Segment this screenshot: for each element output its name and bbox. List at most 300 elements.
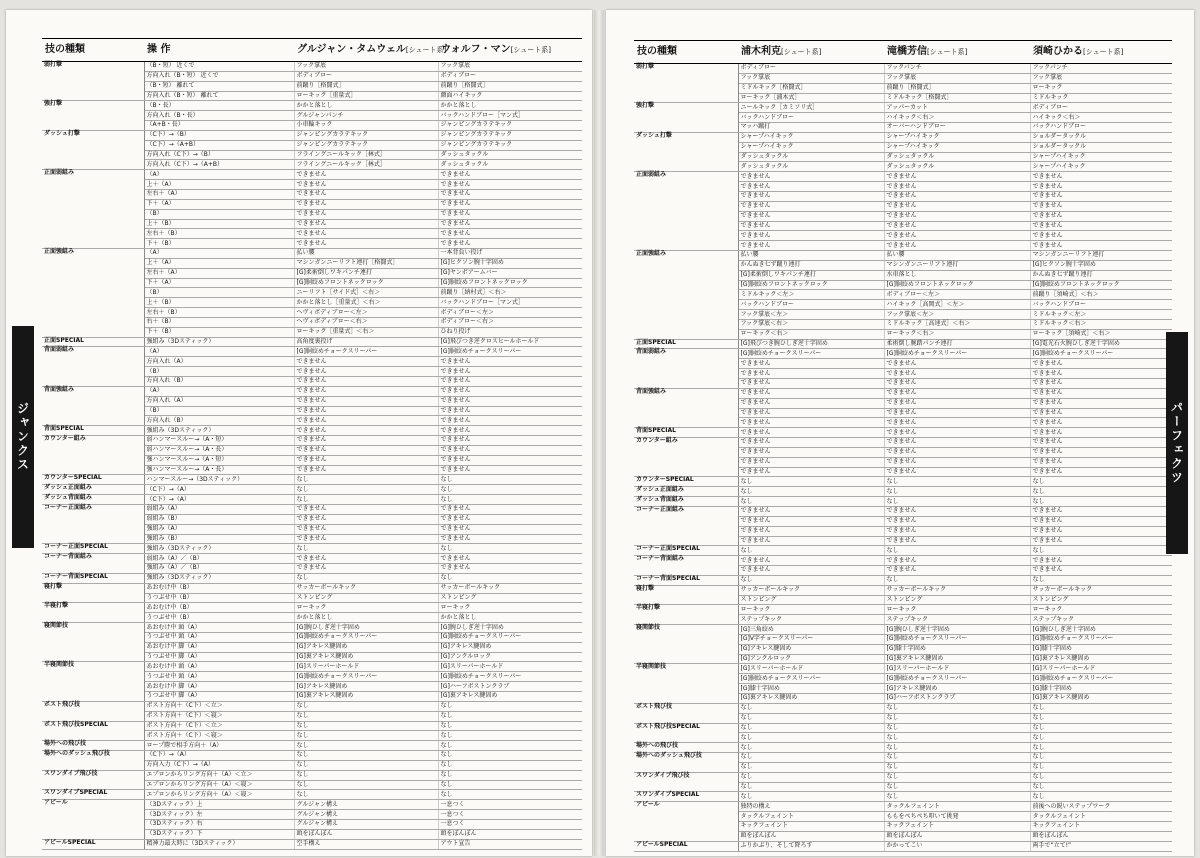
move-cell: なし <box>884 477 1030 487</box>
move-cell: ダッシュタックル <box>884 152 1030 162</box>
move-category: ダッシュ打撃 <box>42 130 144 169</box>
move-row <box>42 130 582 140</box>
move-cell: できません <box>738 221 884 231</box>
move-cell: ローキック＜右＞ <box>738 329 884 339</box>
move-cell: なし <box>738 703 884 713</box>
move-category: 半寝打撃 <box>634 605 738 625</box>
move-cell: できません <box>294 416 438 426</box>
move-cell: [G]飛びつき逆クロスヒールホールド <box>438 337 582 347</box>
move-cell: 左右＋（A） <box>144 268 294 278</box>
move-cell: （3Dスティック）右 <box>144 819 294 829</box>
move-cell: できません <box>1030 369 1172 379</box>
move-cell: ポスト方向＋（C下）＜立＞ <box>144 701 294 711</box>
move-category: 半寝打撃 <box>42 603 144 623</box>
move-row <box>634 251 1172 261</box>
move-row <box>634 64 1172 74</box>
move-cell: [G]腕ひしぎ逆十字固め <box>884 625 1030 635</box>
left-table-body <box>42 62 582 850</box>
move-cell: うつぶせ中（B） <box>144 613 294 623</box>
move-cell: なし <box>294 573 438 583</box>
move-cell: [G]飛びつき腕ひしぎ逆十字固め <box>738 339 884 349</box>
move-cell: できません <box>1030 556 1172 566</box>
move-row <box>634 625 1172 635</box>
move-cell: なし <box>294 751 438 761</box>
move-category: 正面SPECIAL <box>634 339 738 349</box>
move-cell: アッパーカット <box>884 103 1030 113</box>
move-category: 背面SPECIAL <box>42 426 144 436</box>
move-cell: マッハ蹴打 <box>738 123 884 133</box>
move-cell: バックハンドブロー <box>738 300 884 310</box>
move-cell: なし <box>738 792 884 802</box>
left-move-table <box>42 38 582 850</box>
move-cell: 払い腰 <box>294 249 438 259</box>
move-cell: できません <box>438 239 582 249</box>
move-cell: できません <box>1030 467 1172 477</box>
move-cell: なし <box>438 751 582 761</box>
move-cell: タックルフェイント <box>1030 812 1172 822</box>
move-cell: ハイキック＜右＞ <box>884 113 1030 123</box>
wrestler-name: グルジャン・タムウェル <box>297 44 406 55</box>
move-cell: できません <box>738 231 884 241</box>
move-cell: 前蹴り［納村式］＜右＞ <box>438 288 582 298</box>
move-cell: 精神力最大時に（3Dスティック） <box>144 839 294 849</box>
move-cell: サッカーボールキック <box>1030 585 1172 595</box>
move-cell: 上＋（A） <box>144 258 294 268</box>
move-cell: できません <box>294 367 438 377</box>
wrestler-style: [シュート系] <box>405 46 447 54</box>
move-cell: 一息つく <box>438 810 582 820</box>
move-cell: できません <box>738 191 884 201</box>
move-cell: ダッシュタックル <box>738 162 884 172</box>
move-cell: 頭をぽんぽん <box>438 829 582 839</box>
header-wrestler-suzaki <box>1030 41 1172 64</box>
move-cell: [G]胴絞めチョークスリーパー <box>438 672 582 682</box>
move-cell: できません <box>438 564 582 574</box>
move-cell: マシンガンニーリフト連打［格闘式］ <box>294 258 438 268</box>
move-row <box>42 701 582 711</box>
move-cell: なし <box>884 546 1030 556</box>
move-cell: できません <box>884 447 1030 457</box>
move-cell: 強組み（3Dスティック） <box>144 337 294 347</box>
move-cell: [G]スリーパーホールド <box>1030 664 1172 674</box>
move-cell: 顔面ハイキック <box>438 91 582 101</box>
move-category: 正面強組み <box>42 249 144 338</box>
move-cell: [G]裏アキレス腱固め <box>294 692 438 702</box>
move-row <box>634 132 1172 142</box>
move-cell: ボディブロー＜左＞ <box>438 308 582 318</box>
move-cell: なし <box>438 485 582 495</box>
move-category: 正面SPECIAL <box>42 337 144 347</box>
move-cell: できません <box>438 524 582 534</box>
move-cell: [G]腕ひしぎ逆十字固め <box>438 623 582 633</box>
move-cell: バックハンドブロー <box>1030 123 1172 133</box>
move-cell: （B） <box>144 367 294 377</box>
move-cell: なし <box>294 711 438 721</box>
move-cell: ジャンピングカラテキック <box>438 140 582 150</box>
move-cell: できません <box>294 199 438 209</box>
move-cell: 下＋（A） <box>144 199 294 209</box>
move-cell: サッカーボールキック <box>294 583 438 593</box>
move-cell: できません <box>438 180 582 190</box>
move-cell: できません <box>294 189 438 199</box>
move-cell: なし <box>1030 713 1172 723</box>
move-row <box>42 662 582 672</box>
move-cell: フック掌底 <box>438 62 582 72</box>
move-cell: 前蹴り［格闘式］ <box>884 83 1030 93</box>
move-cell: ローキック［重量式］＜右＞ <box>294 327 438 337</box>
move-category: コーナー背面組み <box>634 556 738 576</box>
move-cell: フックパンチ <box>1030 64 1172 74</box>
move-cell: 水車落とし <box>884 270 1030 280</box>
move-row <box>42 770 582 780</box>
move-row <box>634 575 1172 585</box>
move-row <box>42 249 582 259</box>
move-cell: （C下）→（A） <box>144 485 294 495</box>
move-cell: なし <box>738 477 884 487</box>
move-cell: なし <box>294 731 438 741</box>
header-wrestler-takihashi <box>884 41 1030 64</box>
move-cell: ポスト方向＋（C下）＜寝＞ <box>144 711 294 721</box>
move-cell: ローキック［浦木式］ <box>738 93 884 103</box>
move-cell: できません <box>884 428 1030 438</box>
move-cell: 方向入れ（B・長） <box>144 111 294 121</box>
move-cell: できません <box>738 566 884 576</box>
move-cell: かかと落とし <box>438 613 582 623</box>
move-cell: ミドルキック＜左＞ <box>738 290 884 300</box>
move-cell: なし <box>738 713 884 723</box>
move-cell: （B） <box>144 209 294 219</box>
section-tab-label: パーフェクツ <box>1169 401 1184 485</box>
move-row <box>634 428 1172 438</box>
move-cell: （3Dスティック）下 <box>144 829 294 839</box>
move-row <box>42 741 582 751</box>
move-cell: なし <box>1030 497 1172 507</box>
move-cell: ジャンピングカラテキック <box>294 140 438 150</box>
move-category: アピールSPECIAL <box>42 839 144 849</box>
move-cell: なし <box>438 731 582 741</box>
move-cell: 下＋（A） <box>144 278 294 288</box>
move-cell: できません <box>738 388 884 398</box>
move-cell: できません <box>738 428 884 438</box>
move-cell: フック掌底＜左＞ <box>884 310 1030 320</box>
move-cell: 弱ハンマースルー→（A・短） <box>144 436 294 446</box>
move-cell: ニールキック［カミソリ式］ <box>738 103 884 113</box>
move-cell: できません <box>294 445 438 455</box>
move-row <box>634 546 1172 556</box>
move-cell: できません <box>294 554 438 564</box>
move-cell: 弱ハンマースルー→（A・長） <box>144 445 294 455</box>
move-cell: あおむけ中 頭（A） <box>144 662 294 672</box>
move-cell: 強組み（3Dスティック） <box>144 544 294 554</box>
move-cell: （A） <box>144 347 294 357</box>
move-cell: なし <box>884 713 1030 723</box>
move-category: 背面弱組み <box>42 347 144 386</box>
move-cell: できません <box>438 219 582 229</box>
move-cell: （C下）→（A） <box>144 495 294 505</box>
move-row <box>634 743 1172 753</box>
move-cell: なし <box>438 780 582 790</box>
move-cell: できません <box>884 467 1030 477</box>
move-category: 場外への飛び技 <box>42 741 144 751</box>
move-cell: なし <box>738 733 884 743</box>
move-cell: [G]アキレス腱固め <box>294 682 438 692</box>
move-cell: [G]胴絞めチョークスリーパー <box>294 672 438 682</box>
move-cell: [G]胴絞めチョークスリーパー <box>1030 674 1172 684</box>
move-cell: ミドルキック［格闘式］ <box>738 83 884 93</box>
move-cell: かかと落とし <box>294 101 438 111</box>
move-cell: ローキック＜右＞ <box>884 329 1030 339</box>
move-category: アピールSPECIAL <box>634 841 738 851</box>
move-cell: できません <box>884 566 1030 576</box>
move-cell: 強組み（3Dスティック） <box>144 426 294 436</box>
move-cell: ヘヴィボディブロー＜右＞ <box>294 317 438 327</box>
move-cell: ハイキック＜右＞ <box>1030 113 1172 123</box>
move-cell: できません <box>438 455 582 465</box>
move-cell: [G]胴絞めチョークスリーパー <box>884 674 1030 684</box>
move-category: 場外へのダッシュ飛び技 <box>42 751 144 771</box>
move-cell: できません <box>438 436 582 446</box>
move-category: アピール <box>634 802 738 841</box>
move-cell: あおむけ中 脚（A） <box>144 642 294 652</box>
move-row <box>42 751 582 761</box>
move-row <box>634 792 1172 802</box>
move-cell: ももをぺちぺち叩いて挑発 <box>884 812 1030 822</box>
move-cell: できません <box>1030 457 1172 467</box>
header-wrestler-wolf <box>438 39 582 62</box>
move-cell: できません <box>1030 516 1172 526</box>
move-cell: なし <box>294 770 438 780</box>
move-cell: シャープハイキック <box>884 132 1030 142</box>
move-cell: できません <box>884 231 1030 241</box>
move-cell: できません <box>1030 241 1172 251</box>
move-cell: できません <box>294 465 438 475</box>
move-cell: なし <box>294 544 438 554</box>
move-cell: 一息つく <box>438 800 582 810</box>
move-cell: タックルフェイント <box>738 812 884 822</box>
move-cell: 頭をぽんぽん <box>738 831 884 841</box>
move-category: カウンターSPECIAL <box>634 477 738 487</box>
move-cell: ステップキック <box>738 615 884 625</box>
move-cell: （B） <box>144 406 294 416</box>
move-cell: [G]膝十字固め <box>1030 684 1172 694</box>
move-category: 弱打撃 <box>42 62 144 101</box>
move-cell: （A） <box>144 170 294 180</box>
move-cell: なし <box>438 760 582 770</box>
move-cell: [G]腕ひしぎ逆十字固め <box>294 623 438 633</box>
move-cell: なし <box>1030 762 1172 772</box>
move-cell: できません <box>738 556 884 566</box>
wrestler-style: [シュート系] <box>510 46 551 54</box>
move-cell: できません <box>294 209 438 219</box>
move-row <box>634 487 1172 497</box>
move-cell: できません <box>294 386 438 396</box>
move-cell: [G]V字チョークスリーパー <box>738 634 884 644</box>
move-cell: タックルフェイント <box>884 802 1030 812</box>
move-cell: 弱組み（A）／（B） <box>144 554 294 564</box>
move-row <box>634 585 1172 595</box>
move-category: 弱打撃 <box>634 64 738 103</box>
move-cell: [G]膝十字固め <box>738 684 884 694</box>
move-cell: ヘヴィボディブロー＜左＞ <box>294 308 438 318</box>
move-row <box>42 839 582 849</box>
move-cell: できません <box>884 408 1030 418</box>
move-cell: 一本背負い投げ <box>438 249 582 259</box>
move-cell: できません <box>884 438 1030 448</box>
move-cell: [G]スリーパーホールド <box>884 664 1030 674</box>
move-cell: できません <box>1030 438 1172 448</box>
move-cell: なし <box>738 575 884 585</box>
move-cell: ローキック <box>1030 605 1172 615</box>
move-cell: できません <box>738 536 884 546</box>
move-row <box>42 62 582 72</box>
move-cell: できません <box>884 172 1030 182</box>
move-cell: できません <box>438 229 582 239</box>
move-cell: （A） <box>144 386 294 396</box>
move-cell: [G]アキレス腱固め <box>738 644 884 654</box>
move-cell: サッカーボールキック <box>884 585 1030 595</box>
move-cell: できません <box>438 170 582 180</box>
header-wrestler-gurujan <box>294 39 447 62</box>
move-cell: 方向入れ（B） <box>144 416 294 426</box>
header-move-type: 技の種類 <box>42 39 144 62</box>
move-cell: シャープハイキック <box>1030 152 1172 162</box>
move-category: スワンダイブ飛び技 <box>634 772 738 792</box>
move-cell: できません <box>1030 221 1172 231</box>
move-cell: アウト宣告 <box>438 839 582 849</box>
move-cell: できません <box>884 201 1030 211</box>
move-cell: できません <box>438 396 582 406</box>
move-cell: できません <box>738 526 884 536</box>
move-cell: 左右＋（A） <box>144 189 294 199</box>
move-cell: なし <box>1030 733 1172 743</box>
move-cell: かかと落とし <box>294 613 438 623</box>
move-cell: ボディブロー <box>738 64 884 74</box>
move-cell: できません <box>884 457 1030 467</box>
move-cell: なし <box>884 782 1030 792</box>
move-cell: キックフェイント <box>1030 821 1172 831</box>
move-category: コーナー正面SPECIAL <box>42 544 144 554</box>
move-cell: ストンピング <box>884 595 1030 605</box>
move-cell: できません <box>1030 191 1172 201</box>
move-cell: できません <box>884 536 1030 546</box>
move-category: 正面弱組み <box>42 170 144 249</box>
move-cell: ニーリフト［サイド式］＜右＞ <box>294 288 438 298</box>
move-category: 正面強組み <box>634 251 738 340</box>
move-cell: できません <box>884 418 1030 428</box>
move-cell: なし <box>1030 723 1172 733</box>
move-cell: 前蹴り［格闘式］ <box>438 81 582 91</box>
move-category: カウンター組み <box>42 436 144 475</box>
move-category: コーナー正面組み <box>634 506 738 545</box>
move-cell: ジャンピングカラテキック <box>438 121 582 131</box>
move-cell: キックフェイント <box>738 821 884 831</box>
move-cell: 前蹴り［須崎式］＜右＞ <box>1030 290 1172 300</box>
move-cell: できません <box>294 406 438 416</box>
move-cell: 一息つく <box>438 819 582 829</box>
move-cell: なし <box>1030 792 1172 802</box>
move-cell: [G]柔術倒しワキパンチ連打 <box>294 268 438 278</box>
move-cell: シャープハイキック <box>884 142 1030 152</box>
move-cell: できません <box>738 398 884 408</box>
move-cell: エプロンからリング方向＋（A）＜立＞ <box>144 770 294 780</box>
move-category: ダッシュ正面組み <box>634 487 738 497</box>
move-row <box>42 386 582 396</box>
move-category: アピール <box>42 800 144 839</box>
wrestler-name: 滝橋芳信 <box>887 46 927 57</box>
move-category: コーナー背面SPECIAL <box>634 575 738 585</box>
move-cell: できません <box>438 504 582 514</box>
move-cell: フックパンチ <box>884 64 1030 74</box>
move-cell: [G]スリーパーホールド <box>738 664 884 674</box>
move-cell: できません <box>884 369 1030 379</box>
move-row <box>634 605 1172 615</box>
move-cell: できません <box>738 457 884 467</box>
move-cell: なし <box>1030 477 1172 487</box>
move-cell: できません <box>738 418 884 428</box>
move-cell: なし <box>1030 772 1172 782</box>
wrestler-style: [シュート系] <box>781 48 822 56</box>
move-cell: できません <box>884 388 1030 398</box>
header-move-type: 技の種類 <box>634 41 738 64</box>
move-cell: できません <box>294 514 438 524</box>
move-cell: 左右＋（B） <box>144 229 294 239</box>
move-cell: [G]アキレス腱固め <box>884 684 1030 694</box>
move-cell: （C下）→（B） <box>144 130 294 140</box>
move-category: ダッシュ背面組み <box>634 497 738 507</box>
move-cell: できません <box>738 359 884 369</box>
move-cell: なし <box>438 475 582 485</box>
move-cell: ステップキック <box>1030 615 1172 625</box>
move-cell: できません <box>1030 182 1172 192</box>
move-cell: できません <box>738 172 884 182</box>
move-cell: エプロンからリング方向＋（A）＜寝＞ <box>144 790 294 800</box>
move-cell: できません <box>738 516 884 526</box>
move-cell: できません <box>1030 359 1172 369</box>
move-cell: できません <box>738 506 884 516</box>
move-cell: できません <box>294 170 438 180</box>
move-cell: できません <box>1030 379 1172 389</box>
move-row <box>634 349 1172 359</box>
move-cell: （B） <box>144 288 294 298</box>
move-cell: [G]スリーパーホールド <box>438 662 582 672</box>
move-cell: できません <box>294 455 438 465</box>
move-cell: できません <box>294 377 438 387</box>
move-cell: ひねり投げ <box>438 327 582 337</box>
move-category: スワンダイブ飛び技 <box>42 770 144 790</box>
move-cell: [G]ヤンボアームバー <box>438 268 582 278</box>
move-cell: できません <box>738 447 884 457</box>
move-cell: なし <box>738 772 884 782</box>
move-cell: [G]アンクルロック <box>438 652 582 662</box>
move-cell: できません <box>1030 388 1172 398</box>
move-row <box>42 790 582 800</box>
move-cell: [G]膝十字固め <box>884 644 1030 654</box>
move-cell: 方向入れ（C下）→（B） <box>144 150 294 160</box>
left-header-row <box>42 39 582 62</box>
move-cell: 頭をぽんぽん <box>884 831 1030 841</box>
move-row <box>42 800 582 810</box>
move-cell: ショルダータックル <box>1030 132 1172 142</box>
move-cell: 強ハンマースルー→（A・長） <box>144 465 294 475</box>
move-cell: [G]胴絞めフロントネックロック <box>884 280 1030 290</box>
move-cell: できません <box>438 416 582 426</box>
move-category: コーナー正面組み <box>42 504 144 543</box>
move-cell: フック掌底 <box>884 73 1030 83</box>
move-category: コーナー正面SPECIAL <box>634 546 738 556</box>
move-cell: できません <box>738 438 884 448</box>
move-cell: 前蹴り［格闘式］ <box>294 81 438 91</box>
move-cell: ミドルキック＜右＞ <box>1030 319 1172 329</box>
